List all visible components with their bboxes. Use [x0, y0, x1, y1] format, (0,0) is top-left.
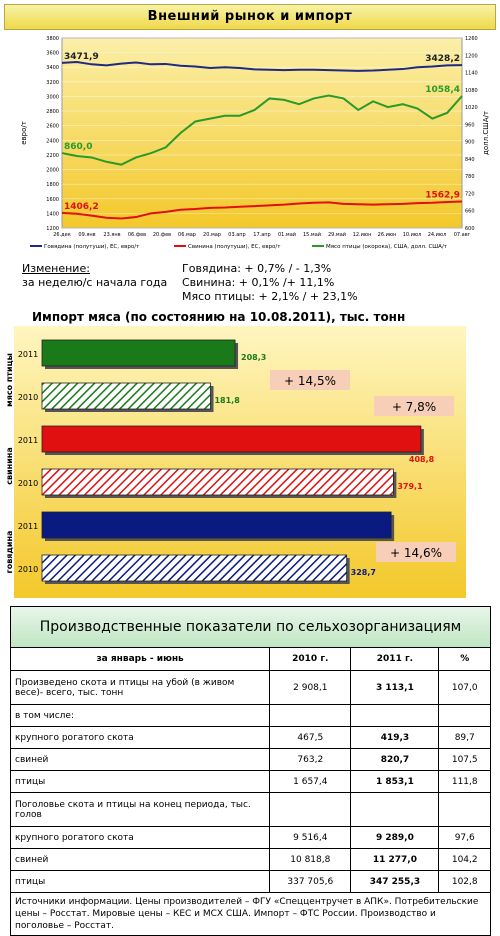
x-tick-label: 15.май	[302, 232, 322, 238]
y-right-tick-label: 720	[465, 191, 475, 198]
y-left-tick-label: 1200	[46, 226, 59, 232]
row-label: крупного рогатого скота	[11, 827, 270, 849]
y-right-tick-label: 780	[465, 174, 475, 181]
table-row	[11, 849, 491, 871]
y-right-tick-label: 900	[465, 139, 475, 146]
x-tick-label: 17.апр	[253, 232, 271, 238]
table-row	[11, 727, 491, 749]
y-right-tick-label: 840	[465, 156, 475, 163]
series-end-label: 3428,2	[425, 54, 460, 65]
y-right-tick-label: 1200	[465, 53, 478, 60]
series-end-label: 1058,4	[425, 85, 460, 96]
page-title: Внешний рынок и импорт	[4, 4, 496, 30]
bar-value-label: 208,3	[241, 353, 267, 362]
change-badge-text: + 14,5%	[284, 374, 336, 388]
table-row	[11, 749, 491, 771]
bar	[42, 469, 393, 495]
bar	[42, 512, 391, 538]
y-right-tick-label: 1020	[465, 105, 478, 112]
table-row	[11, 871, 491, 893]
row-value: 9 289,0	[351, 827, 439, 849]
x-tick-label: 06.мар	[178, 232, 196, 238]
row-value: 97,6	[439, 827, 491, 849]
bar-year-label: 2011	[17, 522, 39, 531]
import-chart-title: Импорт мяса (по состоянию на 10.08.2011), тыс. тонн	[32, 310, 406, 324]
change-period-label: за неделю/с начала года	[22, 276, 168, 289]
row-value	[270, 705, 351, 727]
x-tick-label: 20.фев	[152, 232, 172, 238]
row-value	[351, 705, 439, 727]
y-left-tick-label: 1400	[46, 211, 59, 218]
series-start-label: 1406,2	[64, 201, 99, 212]
plot-area	[62, 38, 462, 228]
bar-year-label: 2011	[17, 436, 39, 445]
row-label: свиней	[11, 749, 270, 771]
row-value: 89,7	[439, 727, 491, 749]
x-tick-label: 20.мар	[203, 232, 221, 238]
row-label: Произведено скота и птицы на убой (в живом весе)- всего, тыс. тонн	[11, 671, 270, 705]
bar	[42, 383, 210, 409]
row-value: 102,8	[439, 871, 491, 893]
row-value: 107,5	[439, 749, 491, 771]
change-badge-text: + 7,8%	[391, 400, 437, 414]
y-left-tick-label: 3400	[46, 65, 59, 72]
row-value: 347 255,3	[351, 871, 439, 893]
change-pork: Свинина: + 0,1% /+ 11,1%	[182, 276, 335, 289]
bar-year-label: 2010	[17, 393, 39, 402]
y-left-tick-label: 1600	[46, 196, 59, 203]
price-line-chart	[0, 30, 500, 262]
x-tick-label: 23.янв	[103, 232, 121, 238]
bar-value-label: 379,1	[397, 482, 423, 491]
y-right-tick-label: 600	[465, 226, 475, 232]
row-value: 111,8	[439, 771, 491, 793]
row-value	[439, 705, 491, 727]
legend-entry: Свинина (полутуши), ЕС, евро/т	[188, 244, 281, 250]
row-value: 107,0	[439, 671, 491, 705]
y-left-tick-label: 2600	[46, 123, 59, 130]
sources-footer: Источники информации. Цены производителей – ФГУ «Спеццентручет в АПК». Потребительские цены – Росстат. Мировые цены – КЕС и МСХ США. Импорт – ФТС России. Производство и поголовье – Росстат.	[10, 893, 491, 936]
y-right-axis-label: долл.США/т	[482, 111, 490, 155]
col-header-period: за январь - июнь	[11, 648, 270, 671]
bar-year-label: 2010	[17, 565, 39, 574]
bar-year-label: 2010	[17, 479, 39, 488]
row-value: 1 853,1	[351, 771, 439, 793]
y-left-tick-label: 3200	[46, 79, 59, 86]
row-value: 337 705,6	[270, 871, 351, 893]
y-left-tick-label: 2000	[46, 167, 59, 174]
legend-entry: Говядина (полутуши), ЕС, евро/т	[44, 244, 140, 250]
x-tick-label: 03.апр	[228, 232, 246, 238]
table-title: Производственные показатели по сельхозорганизациям	[10, 606, 491, 647]
x-tick-label: 29.май	[327, 232, 347, 238]
series-start-label: 3471,9	[64, 51, 99, 62]
series-end-label: 1562,9	[425, 190, 460, 201]
change-label: Изменение:	[22, 262, 90, 275]
row-value: 419,3	[351, 727, 439, 749]
change-beef: Говядина: + 0,7% / - 1,3%	[182, 262, 332, 275]
row-value	[439, 793, 491, 827]
row-value	[351, 793, 439, 827]
bar	[42, 426, 421, 452]
y-left-tick-label: 3600	[46, 50, 59, 57]
col-header-2011: 2011 г.	[351, 648, 439, 671]
x-tick-label: 26.июн	[377, 232, 397, 238]
x-tick-label: 24.июл	[427, 232, 447, 238]
legend-entry: Мясо птицы (окорока), США, долл. США/т	[326, 244, 448, 250]
row-label: крупного рогатого скота	[11, 727, 270, 749]
col-header-pct: %	[439, 648, 491, 671]
table-row	[11, 771, 491, 793]
series-start-label: 860,0	[64, 142, 93, 153]
row-value: 104,2	[439, 849, 491, 871]
x-tick-label: 12.июн	[352, 232, 372, 238]
y-left-tick-label: 3000	[46, 94, 59, 101]
y-left-tick-label: 1800	[46, 182, 59, 189]
row-value: 9 516,4	[270, 827, 351, 849]
y-right-tick-label: 1140	[465, 70, 478, 77]
table-row	[11, 705, 491, 727]
row-value: 3 113,1	[351, 671, 439, 705]
y-right-tick-label: 1260	[465, 36, 478, 42]
row-label: свиней	[11, 849, 270, 871]
row-value: 10 818,8	[270, 849, 351, 871]
col-header-2010: 2010 г.	[270, 648, 351, 671]
row-label: Поголовье скота и птицы на конец периода, тыс. голов	[11, 793, 270, 827]
row-value: 467,5	[270, 727, 351, 749]
y-left-tick-label: 3800	[46, 36, 59, 42]
bar-value-label: 181,8	[214, 396, 240, 405]
row-value: 1 657,4	[270, 771, 351, 793]
row-value	[270, 793, 351, 827]
table-row	[11, 827, 491, 849]
row-value: 763,2	[270, 749, 351, 771]
change-badge-text: + 14,6%	[390, 546, 442, 560]
x-tick-label: 06.фев	[127, 232, 147, 238]
table-row	[11, 671, 491, 705]
group-label: говядина	[5, 530, 14, 574]
y-left-tick-label: 2200	[46, 152, 59, 159]
x-tick-label: 07.авг	[453, 232, 471, 238]
row-label: птицы	[11, 871, 270, 893]
y-left-axis-label: евро/т	[20, 121, 28, 145]
row-value: 2 908,1	[270, 671, 351, 705]
group-label: мясо птицы	[5, 353, 14, 407]
x-tick-label: 01.май	[277, 232, 297, 238]
change-poultry: Мясо птицы: + 2,1% / + 23,1%	[182, 290, 358, 303]
y-right-tick-label: 960	[465, 122, 475, 129]
table-body	[10, 647, 491, 893]
row-value: 820,7	[351, 749, 439, 771]
x-tick-label: 09.янв	[78, 232, 96, 238]
production-table	[10, 606, 491, 936]
bar	[42, 340, 235, 366]
bar-value-label: 408,8	[408, 455, 435, 464]
y-right-tick-label: 1080	[465, 87, 478, 94]
table-row	[11, 793, 491, 827]
bar	[42, 555, 347, 581]
y-left-tick-label: 2400	[46, 138, 59, 145]
import-bar-chart	[0, 324, 500, 600]
y-right-tick-label: 660	[465, 208, 475, 215]
x-tick-label: 10.июл	[402, 232, 422, 238]
group-label: свинина	[5, 447, 14, 485]
row-label: в том числе:	[11, 705, 270, 727]
y-left-tick-label: 2800	[46, 109, 59, 116]
bar-value-label: 328,7	[350, 568, 376, 577]
row-label: птицы	[11, 771, 270, 793]
bar-year-label: 2011	[17, 350, 39, 359]
row-value: 11 277,0	[351, 849, 439, 871]
x-tick-label: 26.дек	[53, 232, 71, 238]
